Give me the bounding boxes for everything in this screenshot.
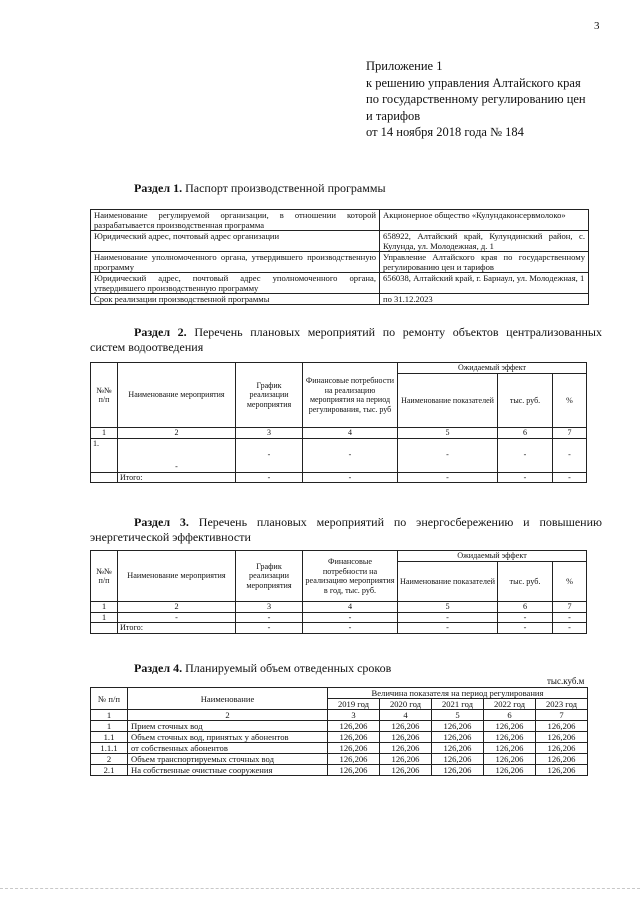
table-row bbox=[91, 721, 588, 732]
section3-label: Раздел 3. bbox=[134, 515, 189, 529]
row-num: 2 bbox=[91, 754, 128, 765]
row-rub: - bbox=[498, 612, 553, 623]
row-schedule: - bbox=[236, 612, 303, 623]
passport-label: Срок реализации производственной программы bbox=[91, 294, 380, 305]
col-year-header: 2019 год bbox=[328, 699, 380, 710]
total-finance: - bbox=[303, 623, 398, 634]
passport-label: Юридический адрес, почтовый адрес организации bbox=[91, 231, 380, 252]
row-value: 126,206 bbox=[536, 743, 588, 754]
section3-heading: Перечень плановых мероприятий по энергосбережению и повышению энергетической эффективности bbox=[90, 515, 602, 544]
appendix-line: по государственному регулированию цен bbox=[366, 92, 586, 106]
col-rub-header: тыс. руб. bbox=[498, 374, 553, 428]
col-number: 4 bbox=[303, 602, 398, 613]
col-num-header: №№ п/п bbox=[91, 363, 118, 428]
table-row bbox=[91, 612, 587, 623]
row-name: - bbox=[118, 438, 236, 472]
row-name: Объем транспортируемых сточных вод bbox=[128, 754, 328, 765]
col-number: 2 bbox=[128, 710, 328, 721]
table-row bbox=[91, 273, 589, 294]
row-value: 126,206 bbox=[380, 743, 432, 754]
row-value: 126,206 bbox=[432, 765, 484, 776]
row-value: 126,206 bbox=[484, 721, 536, 732]
passport-label: Наименование регулируемой организации, в отношении которой разрабатывается производственная программа bbox=[91, 210, 380, 231]
total-label: Итого: bbox=[118, 472, 236, 483]
row-value: 126,206 bbox=[484, 743, 536, 754]
passport-value: по 31.12.2023 bbox=[380, 294, 589, 305]
table-row bbox=[91, 765, 588, 776]
col-indicators-header: Наименование показателей bbox=[398, 374, 498, 428]
units-label: тыс.куб.м bbox=[547, 676, 585, 686]
appendix-line: к решению управления Алтайского края bbox=[366, 75, 581, 90]
col-number: 4 bbox=[380, 710, 432, 721]
col-number: 1 bbox=[91, 710, 128, 721]
col-number: 7 bbox=[553, 602, 587, 613]
col-schedule-header: График реализации мероприятия bbox=[236, 363, 303, 428]
table-row bbox=[91, 231, 589, 252]
col-number: 3 bbox=[236, 602, 303, 613]
row-value: 126,206 bbox=[328, 754, 380, 765]
table-row bbox=[91, 743, 588, 754]
total-indicators: - bbox=[398, 472, 498, 483]
row-value: 126,206 bbox=[536, 754, 588, 765]
row-num: 1. bbox=[91, 438, 118, 472]
table-row bbox=[91, 710, 588, 721]
row-num: 1.1 bbox=[91, 732, 128, 743]
row-name: Объем сточных вод, принятых у абонентов bbox=[128, 732, 328, 743]
total-indicators: - bbox=[398, 623, 498, 634]
appendix-header bbox=[366, 58, 626, 141]
row-value: 126,206 bbox=[380, 765, 432, 776]
col-number: 5 bbox=[398, 428, 498, 439]
row-pct: - bbox=[553, 438, 587, 472]
section2-heading: Перечень плановых мероприятий по ремонту объектов централизованных систем водоотведения bbox=[90, 325, 602, 354]
col-number: 2 bbox=[118, 602, 236, 613]
passport-label: Юридический адрес, почтовый адрес уполномоченного органа, утвердившего производственную программу bbox=[91, 273, 380, 294]
table-header-row bbox=[91, 551, 587, 562]
section4-title bbox=[134, 661, 391, 676]
col-number: 6 bbox=[498, 428, 553, 439]
total-rub: - bbox=[498, 472, 553, 483]
row-num: 1 bbox=[91, 612, 118, 623]
row-name: - bbox=[118, 612, 236, 623]
section4-label: Раздел 4. bbox=[134, 661, 183, 675]
col-number: 4 bbox=[303, 428, 398, 439]
table-header-row bbox=[91, 688, 588, 699]
col-number: 5 bbox=[398, 602, 498, 613]
appendix-line: Приложение 1 bbox=[366, 59, 443, 73]
row-value: 126,206 bbox=[328, 743, 380, 754]
table-row bbox=[91, 732, 588, 743]
total-rub: - bbox=[498, 623, 553, 634]
col-finance-header: Финансовые потребности на реализацию мероприятия на период регулирования, тыс. руб bbox=[303, 363, 398, 428]
col-number: 1 bbox=[91, 602, 118, 613]
row-value: 126,206 bbox=[380, 754, 432, 765]
section4-heading: Планируемый объем отведенных сроков bbox=[185, 661, 392, 675]
row-value: 126,206 bbox=[484, 765, 536, 776]
section2-label: Раздел 2. bbox=[134, 325, 187, 339]
col-name-header: Наименование мероприятия bbox=[118, 363, 236, 428]
row-value: 126,206 bbox=[432, 721, 484, 732]
row-name: от собственных абонентов bbox=[128, 743, 328, 754]
row-value: 126,206 bbox=[328, 732, 380, 743]
total-label: Итого: bbox=[118, 623, 236, 634]
row-rub: - bbox=[498, 438, 553, 472]
row-name: Прием сточных вод bbox=[128, 721, 328, 732]
passport-value: 658922, Алтайский край, Кулундинский район, с. Кулунда, ул. Молодежная, д. 1 bbox=[380, 231, 589, 252]
table-total-row bbox=[91, 472, 587, 483]
col-name-header: Наименование мероприятия bbox=[118, 551, 236, 602]
table-row bbox=[91, 252, 589, 273]
col-finance-header: Финансовые потребности на реализацию мероприятия в год, тыс. руб. bbox=[303, 551, 398, 602]
col-num-header: № п/п bbox=[91, 688, 128, 710]
row-value: 126,206 bbox=[432, 732, 484, 743]
row-value: 126,206 bbox=[484, 732, 536, 743]
appendix-line: от 14 ноября 2018 года № 184 bbox=[366, 125, 524, 139]
section1-title bbox=[134, 181, 386, 196]
section1-label: Раздел 1. bbox=[134, 181, 183, 195]
table-header-row bbox=[91, 363, 587, 374]
col-number: 7 bbox=[536, 710, 588, 721]
col-indicators-header: Наименование показателей bbox=[398, 562, 498, 602]
col-number: 1 bbox=[91, 428, 118, 439]
row-value: 126,206 bbox=[536, 732, 588, 743]
row-value: 126,206 bbox=[380, 732, 432, 743]
total-pct: - bbox=[553, 623, 587, 634]
passport-table bbox=[90, 209, 589, 305]
passport-value: 656038, Алтайский край, г. Барнаул, ул. Молодежная, 1 bbox=[380, 273, 589, 294]
table-row bbox=[91, 438, 587, 472]
row-value: 126,206 bbox=[328, 721, 380, 732]
row-num: 1.1.1 bbox=[91, 743, 128, 754]
table-row bbox=[91, 294, 589, 305]
col-year-header: 2020 год bbox=[380, 699, 432, 710]
row-value: 126,206 bbox=[484, 754, 536, 765]
row-name: На собственные очистные сооружения bbox=[128, 765, 328, 776]
row-value: 126,206 bbox=[536, 721, 588, 732]
col-number: 3 bbox=[328, 710, 380, 721]
row-value: 126,206 bbox=[328, 765, 380, 776]
row-num: 2.1 bbox=[91, 765, 128, 776]
col-percent-header: % bbox=[553, 374, 587, 428]
col-number: 2 bbox=[118, 428, 236, 439]
page-footer-divider bbox=[0, 888, 640, 889]
col-year-header: 2021 год bbox=[432, 699, 484, 710]
passport-label: Наименование уполномоченного органа, утвердившего производственную программу bbox=[91, 252, 380, 273]
passport-value: Акционерное общество «Кулундаконсервмолоко» bbox=[380, 210, 589, 231]
col-number: 7 bbox=[553, 428, 587, 439]
row-pct: - bbox=[553, 612, 587, 623]
col-effect-header: Ожидаемый эффект bbox=[398, 363, 587, 374]
col-num-header: №№ п/п bbox=[91, 551, 118, 602]
section3-title bbox=[90, 515, 602, 545]
section2-title bbox=[90, 325, 602, 355]
col-rub-header: тыс. руб. bbox=[498, 562, 553, 602]
row-value: 126,206 bbox=[380, 721, 432, 732]
row-indicators: - bbox=[398, 612, 498, 623]
col-effect-header: Ожидаемый эффект bbox=[398, 551, 587, 562]
row-num: 1 bbox=[91, 721, 128, 732]
total-schedule: - bbox=[236, 623, 303, 634]
appendix-line: и тарифов bbox=[366, 108, 421, 123]
total-pct: - bbox=[553, 472, 587, 483]
repair-measures-table bbox=[90, 362, 587, 483]
col-year-header: 2022 год bbox=[484, 699, 536, 710]
row-schedule: - bbox=[236, 438, 303, 472]
table-row bbox=[91, 602, 587, 613]
total-finance: - bbox=[303, 472, 398, 483]
passport-value: Управление Алтайского края по государственному регулированию цен и тарифов bbox=[380, 252, 589, 273]
col-number: 5 bbox=[432, 710, 484, 721]
row-value: 126,206 bbox=[432, 743, 484, 754]
section1-heading: Паспорт производственной программы bbox=[185, 181, 386, 195]
table-total-row bbox=[91, 623, 587, 634]
table-row bbox=[91, 210, 589, 231]
col-schedule-header: График реализации мероприятия bbox=[236, 551, 303, 602]
row-value: 126,206 bbox=[432, 754, 484, 765]
row-indicators: - bbox=[398, 438, 498, 472]
table-row bbox=[91, 428, 587, 439]
col-percent-header: % bbox=[553, 562, 587, 602]
col-year-header: 2023 год bbox=[536, 699, 588, 710]
row-value: 126,206 bbox=[536, 765, 588, 776]
row-finance: - bbox=[303, 438, 398, 472]
wastewater-volume-table bbox=[90, 687, 588, 776]
total-schedule: - bbox=[236, 472, 303, 483]
col-number: 6 bbox=[484, 710, 536, 721]
col-number: 6 bbox=[498, 602, 553, 613]
row-finance: - bbox=[303, 612, 398, 623]
col-number: 3 bbox=[236, 428, 303, 439]
col-name-header: Наименование bbox=[128, 688, 328, 710]
energy-measures-table bbox=[90, 550, 587, 634]
table-row bbox=[91, 754, 588, 765]
col-period-header: Величина показателя на период регулирования bbox=[328, 688, 588, 699]
page-number: 3 bbox=[594, 20, 600, 32]
